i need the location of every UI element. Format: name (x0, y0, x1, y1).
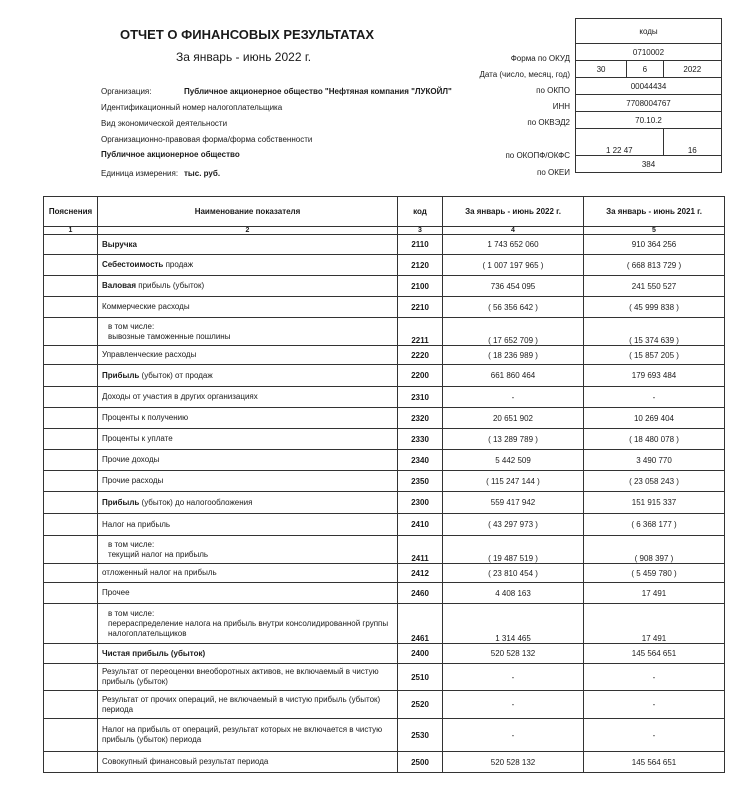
inn-code-label: ИНН (552, 102, 570, 111)
indicator-bold-part: Чистая прибыль (убыток) (102, 648, 206, 658)
notes-cell (44, 318, 98, 346)
line-code: 2340 (398, 450, 443, 471)
col-header-2021: За январь - июнь 2021 г. (584, 197, 725, 227)
report-period: За январь - июнь 2022 г. (176, 50, 312, 64)
value-2022: ( 23 810 454 ) (443, 564, 584, 583)
line-code: 2410 (398, 514, 443, 536)
value-2021: - (584, 387, 725, 408)
indicator-name (98, 752, 398, 773)
indicator-text-part: продаж (163, 260, 194, 269)
indicator-name (98, 719, 398, 752)
notes-cell (44, 514, 98, 536)
okved-label: по ОКВЭД2 (527, 118, 570, 127)
indicator-subheader: в том числе: (108, 539, 155, 549)
table-row (44, 644, 725, 664)
indicator-text-part: прибыль (убыток) (136, 281, 205, 290)
table-row (44, 664, 725, 691)
line-code: 2500 (398, 752, 443, 773)
value-2021: - (584, 691, 725, 719)
table-row (44, 604, 725, 644)
table-row (44, 255, 725, 276)
line-code: 2461 (398, 604, 443, 644)
notes-cell (44, 471, 98, 492)
table-row (44, 297, 725, 318)
line-code: 2412 (398, 564, 443, 583)
notes-cell (44, 297, 98, 318)
inn-label: Идентификационный номер налогоплательщика (101, 103, 283, 112)
indicator-text-part: (убыток) до налогообложения (139, 497, 253, 507)
notes-cell (44, 365, 98, 387)
value-2021: ( 23 058 243 ) (584, 471, 725, 492)
okopf-label: по ОКОПФ/ОКФС (505, 151, 570, 160)
table-row (44, 276, 725, 297)
col-number: 3 (398, 227, 443, 235)
table-row (44, 429, 725, 450)
col-number: 2 (98, 227, 398, 235)
value-2021: ( 908 397 ) (584, 536, 725, 564)
line-code: 2520 (398, 691, 443, 719)
indicator-text-part: текущий налог на прибыль (108, 549, 209, 559)
indicator-text-part: Совокупный финансовый результат периода (102, 757, 269, 766)
indicator-name (98, 346, 398, 365)
value-2022: 661 860 464 (443, 365, 584, 387)
indicator-text-part: Результат от прочих операций, не включаемый в чистую прибыль (убыток) периода (102, 694, 381, 714)
value-2021: ( 45 999 838 ) (584, 297, 725, 318)
indicator-text-part: Результат от переоценки внеоборотных активов, не включаемый в чистую прибыль (убыток) (102, 667, 379, 686)
value-2022: - (443, 664, 584, 691)
table-row (44, 536, 725, 564)
value-2022: - (443, 719, 584, 752)
line-code: 2510 (398, 664, 443, 691)
notes-cell (44, 450, 98, 471)
notes-cell (44, 564, 98, 583)
notes-cell (44, 719, 98, 752)
table-row (44, 346, 725, 365)
line-code: 2350 (398, 471, 443, 492)
col-header-code: код (398, 197, 443, 227)
value-2021: 3 490 770 (584, 450, 725, 471)
notes-cell (44, 255, 98, 276)
value-2021: ( 18 480 078 ) (584, 429, 725, 450)
value-2022: ( 56 356 642 ) (443, 297, 584, 318)
line-code: 2330 (398, 429, 443, 450)
indicator-name (98, 664, 398, 691)
indicator-name (98, 536, 398, 564)
indicator-text-part: вывозные таможенные пошлины (108, 331, 231, 341)
line-code: 2400 (398, 644, 443, 664)
notes-cell (44, 429, 98, 450)
line-code: 2110 (398, 235, 443, 255)
indicator-subheader: в том числе: (108, 608, 155, 618)
indicator-name (98, 583, 398, 604)
value-2022: 520 528 132 (443, 644, 584, 664)
date-month: 6 (627, 61, 664, 78)
unit-label: Единица измерения: (101, 169, 179, 178)
okpo-label: по ОКПО (536, 86, 570, 95)
notes-cell (44, 408, 98, 429)
indicator-name (98, 297, 398, 318)
line-code: 2120 (398, 255, 443, 276)
notes-cell (44, 664, 98, 691)
indicator-text-part: Проценты к уплате (102, 434, 173, 443)
indicator-text-part: Коммерческие расходы (102, 302, 190, 311)
indicator-name (98, 604, 398, 644)
notes-cell (44, 346, 98, 365)
indicator-bold-part: Прибыль (102, 370, 140, 380)
line-code: 2460 (398, 583, 443, 604)
indicator-name (98, 255, 398, 276)
indicator-name (98, 276, 398, 297)
indicator-text-part: (убыток) от продаж (139, 370, 213, 380)
indicator-name (98, 318, 398, 346)
value-2021: 179 693 484 (584, 365, 725, 387)
value-2022: 520 528 132 (443, 752, 584, 773)
okud-label: Форма по ОКУД (510, 54, 570, 63)
table-row (44, 318, 725, 346)
notes-cell (44, 235, 98, 255)
date-year: 2022 (663, 61, 721, 78)
financial-results-table (43, 196, 725, 773)
line-code: 2100 (398, 276, 443, 297)
unit-value: тыс. руб. (184, 169, 221, 178)
value-2022: 1 314 465 (443, 604, 584, 644)
indicator-bold-part: Прибыль (102, 497, 140, 507)
value-2022: 736 454 095 (443, 276, 584, 297)
legal-form-label: Организационно-правовая форма/форма собственности (101, 135, 313, 144)
line-code: 2200 (398, 365, 443, 387)
indicator-bold-part: Себестоимость (102, 260, 164, 269)
notes-cell (44, 644, 98, 664)
okfs-code: 16 (663, 129, 721, 156)
indicator-text-part: Прочие расходы (102, 476, 164, 485)
table-row (44, 387, 725, 408)
indicator-name (98, 387, 398, 408)
notes-cell (44, 752, 98, 773)
line-code: 2310 (398, 387, 443, 408)
org-name: Публичное акционерное общество "Нефтяная компания "ЛУКОЙЛ" (184, 87, 452, 96)
okved-code: 70.10.2 (576, 112, 722, 129)
value-2021: 241 550 527 (584, 276, 725, 297)
indicator-text-part: Налог на прибыль (102, 519, 171, 529)
table-row (44, 691, 725, 719)
line-code: 2320 (398, 408, 443, 429)
indicator-name (98, 408, 398, 429)
okopf-code: 1 22 47 (576, 129, 664, 156)
notes-cell (44, 604, 98, 644)
value-2022: ( 19 487 519 ) (443, 536, 584, 564)
indicator-name (98, 644, 398, 664)
indicator-name (98, 471, 398, 492)
value-2022: 1 743 652 060 (443, 235, 584, 255)
value-2022: ( 43 297 973 ) (443, 514, 584, 536)
value-2022: ( 115 247 144 ) (443, 471, 584, 492)
indicator-name (98, 492, 398, 514)
value-2021: 145 564 651 (584, 644, 725, 664)
notes-cell (44, 276, 98, 297)
col-header-notes: Пояснения (44, 197, 98, 227)
okud-code: 0710002 (576, 44, 722, 61)
value-2022: 5 442 509 (443, 450, 584, 471)
table-row (44, 583, 725, 604)
table-row (44, 471, 725, 492)
value-2021: ( 668 813 729 ) (584, 255, 725, 276)
line-code: 2530 (398, 719, 443, 752)
value-2021: 10 269 404 (584, 408, 725, 429)
indicator-text-part: Управленческие расходы (102, 350, 197, 359)
value-2022: ( 1 007 197 965 ) (443, 255, 584, 276)
value-2021: 910 364 256 (584, 235, 725, 255)
indicator-text-part: Налог на прибыль от операций, результат которых не включается в чистую прибыль (убыток) периода (102, 725, 383, 744)
value-2022: 20 651 902 (443, 408, 584, 429)
table-row (44, 564, 725, 583)
value-2021: ( 15 857 205 ) (584, 346, 725, 365)
value-2022: 559 417 942 (443, 492, 584, 514)
indicator-text-part: перераспределение налога на прибыль внутри консолидированной группы налогоплательщиков (108, 618, 389, 638)
notes-cell (44, 583, 98, 604)
indicator-subheader: в том числе: (108, 321, 155, 331)
indicator-bold-part: Выручка (102, 239, 137, 249)
value-2021: - (584, 719, 725, 752)
codes-header: коды (576, 19, 722, 44)
indicator-name (98, 429, 398, 450)
notes-cell (44, 387, 98, 408)
table-row (44, 365, 725, 387)
table-row (44, 492, 725, 514)
table-row (44, 514, 725, 536)
table-row (44, 235, 725, 255)
line-code: 2210 (398, 297, 443, 318)
notes-cell (44, 691, 98, 719)
line-code: 2300 (398, 492, 443, 514)
value-2021: ( 5 459 780 ) (584, 564, 725, 583)
indicator-text-part: Проценты к получению (102, 413, 189, 422)
value-2021: 17 491 (584, 583, 725, 604)
indicator-name (98, 365, 398, 387)
notes-cell (44, 492, 98, 514)
indicator-name (98, 514, 398, 536)
table-row (44, 450, 725, 471)
col-number: 1 (44, 227, 98, 235)
org-label: Организация: (101, 87, 152, 96)
indicator-name (98, 691, 398, 719)
indicator-name (98, 235, 398, 255)
value-2021: 151 915 337 (584, 492, 725, 514)
col-header-name: Наименование показателя (98, 197, 398, 227)
okpo-code: 00044434 (576, 78, 722, 95)
report-title: ОТЧЕТ О ФИНАНСОВЫХ РЕЗУЛЬТАТАХ (120, 27, 375, 42)
value-2022: 4 408 163 (443, 583, 584, 604)
value-2022: ( 18 236 989 ) (443, 346, 584, 365)
indicator-text-part: Прочие доходы (102, 455, 160, 464)
date-label: Дата (число, месяц, год) (479, 70, 570, 79)
date-day: 30 (576, 61, 627, 78)
okei-label: по ОКЕИ (537, 168, 570, 177)
col-number: 5 (584, 227, 725, 235)
indicator-name (98, 450, 398, 471)
value-2021: ( 6 368 177 ) (584, 514, 725, 536)
value-2021: 17 491 (584, 604, 725, 644)
col-number: 4 (443, 227, 584, 235)
value-2021: ( 15 374 639 ) (584, 318, 725, 346)
indicator-text-part: Доходы от участия в других организациях (102, 392, 258, 401)
value-2022: - (443, 387, 584, 408)
inn-code: 7708004767 (576, 95, 722, 112)
value-2021: 145 564 651 (584, 752, 725, 773)
legal-form-value: Публичное акционерное общество (101, 150, 240, 159)
line-code: 2411 (398, 536, 443, 564)
value-2021: - (584, 664, 725, 691)
col-header-2022: За январь - июнь 2022 г. (443, 197, 584, 227)
indicator-name (98, 564, 398, 583)
table-row (44, 719, 725, 752)
codes-table (575, 18, 722, 173)
activity-label: Вид экономической деятельности (101, 119, 228, 128)
indicator-text-part: отложенный налог на прибыль (102, 568, 217, 577)
line-code: 2211 (398, 318, 443, 346)
indicator-text-part: Прочее (102, 588, 130, 597)
okei-code: 384 (576, 156, 722, 173)
line-code: 2220 (398, 346, 443, 365)
value-2022: ( 13 289 789 ) (443, 429, 584, 450)
notes-cell (44, 536, 98, 564)
indicator-bold-part: Валовая (102, 281, 137, 290)
value-2022: ( 17 652 709 ) (443, 318, 584, 346)
table-row (44, 408, 725, 429)
value-2022: - (443, 691, 584, 719)
table-row (44, 752, 725, 773)
